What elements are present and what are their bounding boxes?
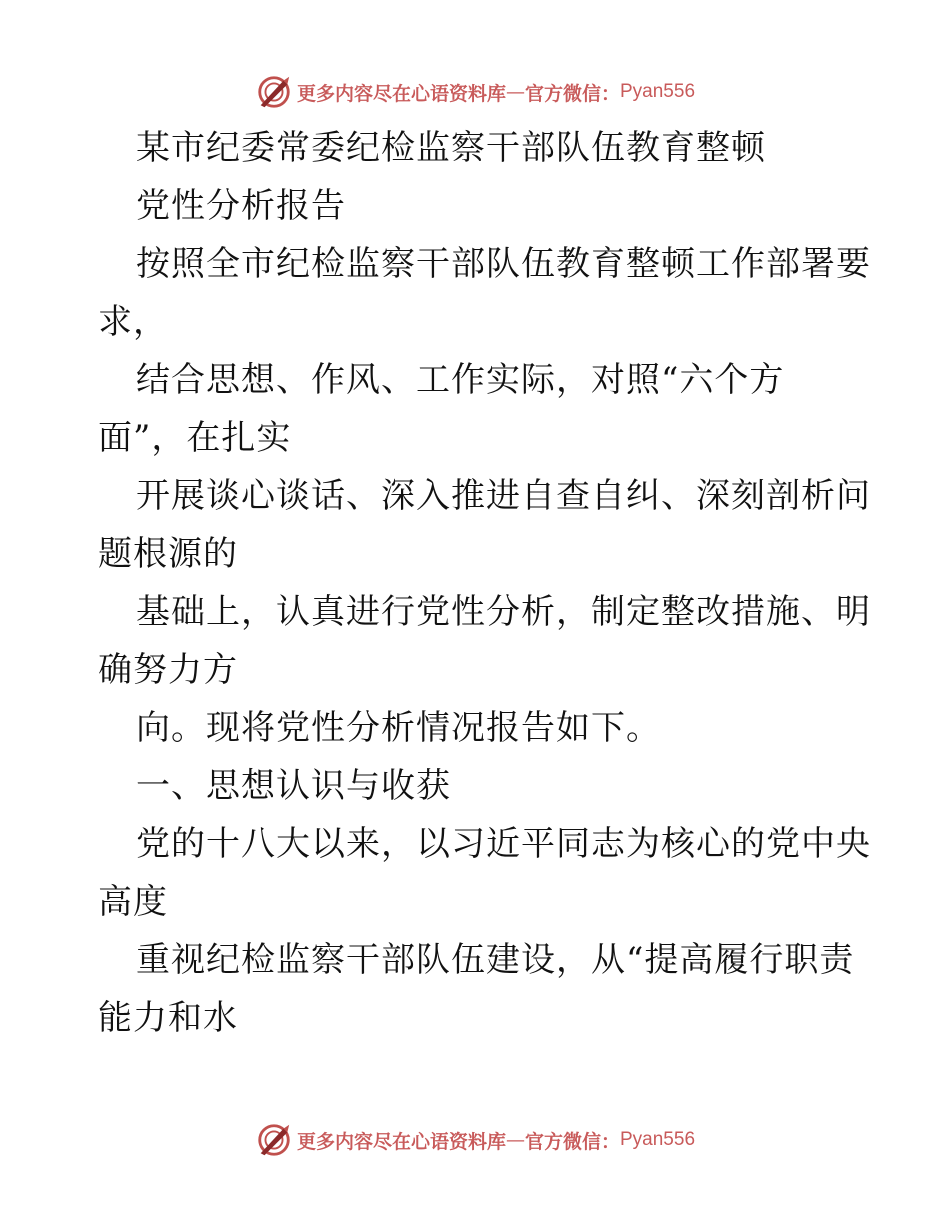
watermark-wechat-label: 官方微信： [524,1130,620,1153]
footer-watermark [0,1120,950,1160]
paragraph-line: 党的十八大以来，以习近平同志为核心的党中央 [136,824,871,864]
paragraph-line: 确努力方 [98,650,238,690]
paragraph-line: 向。现将党性分析情况报告如下。 [136,708,661,748]
paragraph-line: 按照全市纪检监察干部队伍教育整顿工作部署要 [136,244,871,284]
pen-logo-icon [255,73,293,111]
watermark-wechat-label: 官方微信： [524,82,620,105]
paragraph-line: 题根源的 [98,534,238,574]
paragraph-line: 面”，在扎实 [98,418,292,458]
section-heading: 一、思想认识与收获 [136,766,451,806]
doc-title: 某市纪委常委纪检监察干部队伍教育整顿 [136,128,766,168]
watermark-separator: — [505,1129,525,1151]
watermark-text: 更多内容尽在心语资料库 [296,1130,506,1153]
watermark-wechat-id: Pyan556 [620,1129,696,1150]
paragraph-line: 能力和水 [98,998,238,1038]
watermark-wechat-id: Pyan556 [620,81,696,102]
header-watermark [0,72,950,112]
paragraph-line: 基础上，认真进行党性分析，制定整改措施、明 [136,592,871,632]
paragraph-line: 求， [98,302,168,342]
watermark-separator: — [505,81,525,103]
paragraph-line: 重视纪检监察干部队伍建设，从“提高履行职责 [136,940,855,980]
paragraph-line: 结合思想、作风、工作实际，对照“六个方 [136,360,785,400]
paragraph-line: 开展谈心谈话、深入推进自查自纠、深刻剖析问 [136,476,871,516]
pen-logo-icon [255,1121,293,1159]
paragraph-line: 高度 [98,882,168,922]
doc-subtitle: 党性分析报告 [136,186,346,226]
watermark-text: 更多内容尽在心语资料库 [296,82,506,105]
